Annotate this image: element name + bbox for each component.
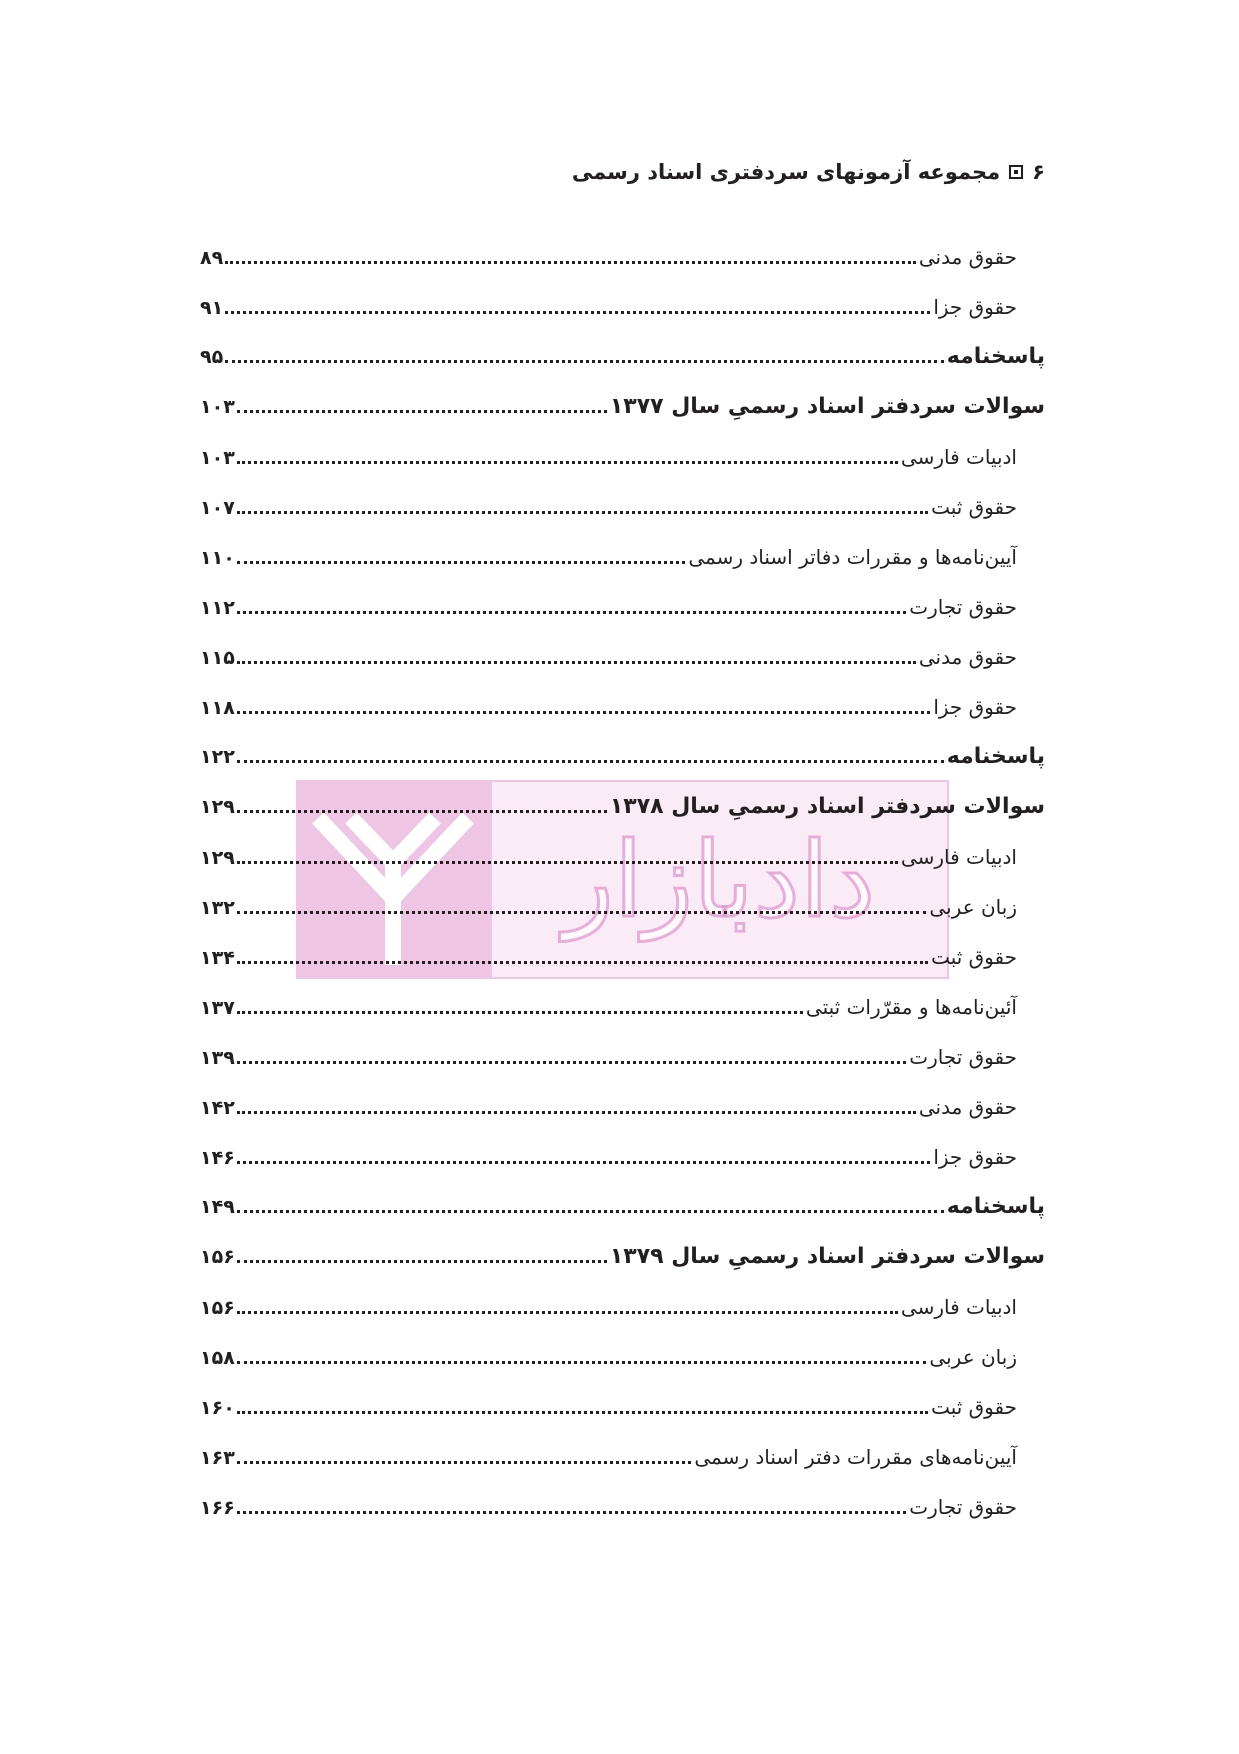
toc-entry <box>200 832 1045 882</box>
toc-entry-page: ۱۲۲ <box>200 746 235 768</box>
toc-entry <box>200 982 1045 1032</box>
toc-entry-page: ۱۴۲ <box>200 1097 235 1119</box>
toc-entry-title: پاسخنامه <box>946 344 1045 369</box>
toc-section-heading <box>200 1182 1045 1232</box>
toc-entry-page: ۱۶۳ <box>200 1447 235 1469</box>
dot-leader <box>237 1259 607 1263</box>
dot-leader <box>225 359 944 363</box>
running-header <box>572 160 1045 184</box>
toc-entry-page: ۱۰۳ <box>200 396 235 418</box>
toc-entry-page: ۱۳۷ <box>200 997 235 1019</box>
toc-entry <box>200 1332 1045 1382</box>
dot-leader <box>237 860 898 864</box>
dot-leader <box>237 809 607 813</box>
toc-entry-title: حقوق جزا <box>933 1145 1017 1169</box>
framed-square-icon <box>1009 165 1023 179</box>
toc-entry-title: پاسخنامه <box>946 744 1045 769</box>
dot-leader <box>237 409 607 413</box>
dot-leader <box>225 310 930 314</box>
toc-entry <box>200 632 1045 682</box>
dot-leader <box>237 1510 906 1514</box>
toc-entry-page: ۱۱۲ <box>200 597 235 619</box>
toc-entry <box>200 1282 1045 1332</box>
toc-entry-title: زبان عربی <box>929 895 1017 919</box>
toc-entry <box>200 1032 1045 1082</box>
dot-leader <box>237 1310 898 1314</box>
toc-entry-title: پاسخنامه <box>946 1194 1045 1219</box>
dot-leader <box>237 960 928 964</box>
toc-entry-title: حقوق تجارت <box>909 1495 1017 1519</box>
toc-entry <box>200 1082 1045 1132</box>
toc-entry <box>200 482 1045 532</box>
toc-entry-page: ۱۴۹ <box>200 1196 235 1218</box>
dot-leader <box>237 1460 692 1464</box>
toc-entry-title: حقوق تجارت <box>909 595 1017 619</box>
toc-entry <box>200 1382 1045 1432</box>
dot-leader <box>237 759 944 763</box>
toc-entry-page: ۸۹ <box>200 247 224 269</box>
toc-entry <box>200 682 1045 732</box>
toc-entry-page: ۱۰۷ <box>200 497 235 519</box>
toc-entry-title: حقوق ثبت <box>931 495 1017 519</box>
toc-entry-page: ۱۶۶ <box>200 1497 235 1519</box>
toc-entry-title: ادبیات فارسی <box>900 445 1017 469</box>
toc-entry-page: ۹۱ <box>200 297 224 319</box>
toc-section-heading <box>200 732 1045 782</box>
dot-leader <box>237 1010 803 1014</box>
toc-entry-title: حقوق تجارت <box>909 1045 1017 1069</box>
toc-entry-title: حقوق جزا <box>933 695 1017 719</box>
dot-leader <box>237 510 928 514</box>
toc-section-heading <box>200 1232 1045 1282</box>
dot-leader <box>237 1160 931 1164</box>
dot-leader <box>237 560 686 564</box>
toc-entry <box>200 432 1045 482</box>
toc-entry-title: حقوق مدنی <box>918 1095 1017 1119</box>
dot-leader <box>237 1209 944 1213</box>
toc-entry-page: ۱۲۹ <box>200 847 235 869</box>
toc-entry <box>200 582 1045 632</box>
table-of-contents <box>200 232 1045 1532</box>
toc-entry-page: ۱۵۸ <box>200 1347 235 1369</box>
dot-leader <box>237 460 898 464</box>
toc-entry-title: سوالات سردفتر اسناد رسمیِ سال ۱۳۷۹ <box>609 1244 1045 1269</box>
dot-leader <box>225 260 916 264</box>
toc-entry-title: حقوق جزا <box>933 295 1017 319</box>
toc-section-heading <box>200 332 1045 382</box>
toc-entry-page: ۱۲۹ <box>200 796 235 818</box>
toc-entry-page: ۱۳۴ <box>200 947 235 969</box>
toc-entry-title: زبان عربی <box>929 1345 1017 1369</box>
dot-leader <box>237 610 906 614</box>
toc-entry-page: ۱۱۸ <box>200 697 235 719</box>
toc-section-heading <box>200 782 1045 832</box>
dot-leader <box>237 1410 928 1414</box>
toc-entry-page: ۱۳۲ <box>200 897 235 919</box>
toc-entry-page: ۱۱۵ <box>200 647 235 669</box>
toc-entry-page: ۱۰۳ <box>200 447 235 469</box>
toc-entry-title: ادبیات فارسی <box>900 845 1017 869</box>
toc-entry <box>200 1482 1045 1532</box>
toc-entry <box>200 1132 1045 1182</box>
dot-leader <box>237 660 916 664</box>
toc-section-heading <box>200 382 1045 432</box>
toc-entry-title: حقوق مدنی <box>918 645 1017 669</box>
dot-leader <box>237 1360 927 1364</box>
toc-entry-page: ۱۴۶ <box>200 1147 235 1169</box>
toc-entry <box>200 932 1045 982</box>
toc-entry-title: حقوق ثبت <box>931 1395 1017 1419</box>
dot-leader <box>237 710 931 714</box>
book-title: مجموعه آزمونهای سردفتری اسناد رسمی <box>571 160 1001 184</box>
toc-entry-page: ۹۵ <box>200 346 224 368</box>
toc-entry <box>200 232 1045 282</box>
toc-entry-title: ادبیات فارسی <box>900 1295 1017 1319</box>
dot-leader <box>237 910 927 914</box>
toc-entry-page: ۱۵۶ <box>200 1297 235 1319</box>
toc-entry <box>200 882 1045 932</box>
dot-leader <box>237 1110 916 1114</box>
toc-entry-page: ۱۱۰ <box>200 547 235 569</box>
toc-entry-page: ۱۶۰ <box>200 1397 235 1419</box>
watermark-text: دادبازار <box>563 818 876 941</box>
toc-entry-page: ۱۵۶ <box>200 1246 235 1268</box>
dot-leader <box>237 1060 906 1064</box>
toc-entry-page: ۱۳۹ <box>200 1047 235 1069</box>
toc-entry-title: آیین‌نامه‌ها و مقررات دفاتر اسناد رسمی <box>688 545 1017 569</box>
toc-entry <box>200 282 1045 332</box>
toc-entry-title: آئین‌نامه‌ها و مقرّرات ثبتی <box>805 995 1017 1019</box>
toc-entry <box>200 1432 1045 1482</box>
toc-entry-title: سوالات سردفتر اسناد رسمیِ سال ۱۳۷۸ <box>609 794 1045 819</box>
toc-entry-title: حقوق ثبت <box>931 945 1017 969</box>
toc-entry-title: حقوق مدنی <box>918 245 1017 269</box>
toc-entry-title: سوالات سردفتر اسناد رسمیِ سال ۱۳۷۷ <box>609 394 1045 419</box>
toc-entry <box>200 532 1045 582</box>
page-number: ۶ <box>1032 160 1045 184</box>
toc-entry-title: آیین‌نامه‌های مقررات دفتر اسناد رسمی <box>694 1445 1017 1469</box>
